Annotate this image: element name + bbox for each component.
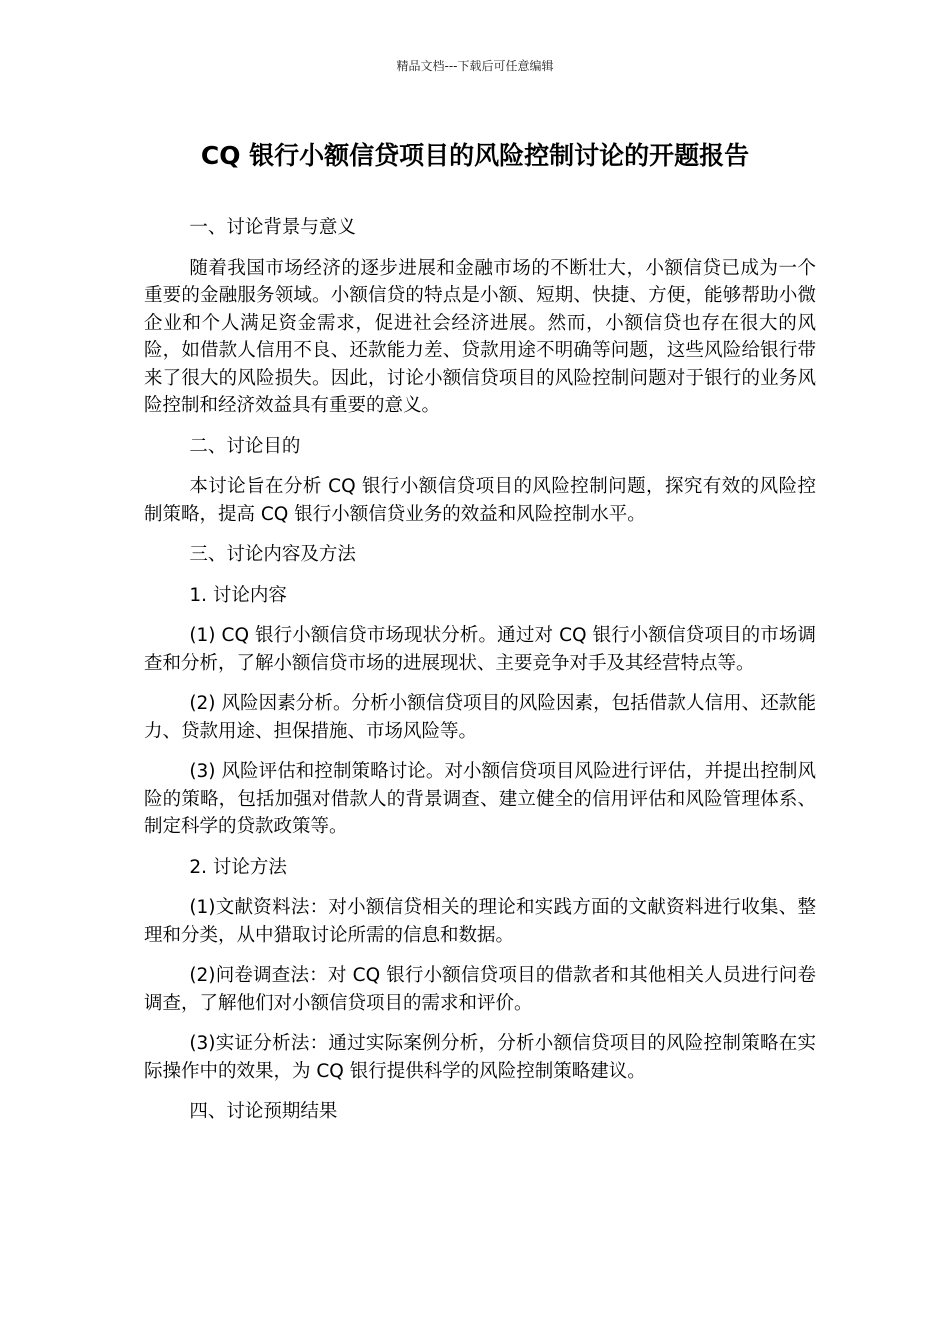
content-item-2: (2) 风险因素分析。分析小额信贷项目的风险因素，包括借款人信用、还款能力、贷款用途、担保措施、市场风险等。 [144, 693, 816, 742]
document-body [144, 214, 816, 1139]
method-item-2: (2)问卷调查法：对 CQ 银行小额信贷项目的借款者和其他相关人员进行问卷调查，了解他们对小额信贷项目的需求和评价。 [144, 965, 816, 1014]
paragraph-purpose: 本讨论旨在分析 CQ 银行小额信贷项目的风险控制问题，探究有效的风险控制策略，提高 CQ 银行小额信贷业务的效益和风险控制水平。 [144, 476, 816, 525]
method-item-1: (1)文献资料法：对小额信贷相关的理论和实践方面的文献资料进行收集、整理和分类，从中猎取讨论所需的信息和数据。 [144, 897, 816, 946]
content-item-1: (1) CQ 银行小额信贷市场现状分析。通过对 CQ 银行小额信贷项目的市场调查和分析，了解小额信贷市场的进展现状、主要竞争对手及其经营特点等。 [144, 625, 816, 674]
method-item-3: (3)实证分析法：通过实际案例分析，分析小额信贷项目的风险控制策略在实际操作中的效果，为 CQ 银行提供科学的风险控制策略建议。 [144, 1033, 816, 1082]
subheading-methods: 2. 讨论方法 [189, 856, 287, 878]
section-heading-content-methods: 三、讨论内容及方法 [189, 544, 356, 565]
content-item-3: (3) 风险评估和控制策略讨论。对小额信贷项目风险进行评估，并提出控制风险的策略，包括加强对借款人的背景调查、建立健全的信用评估和风险管理体系、制定科学的贷款政策等。 [144, 761, 816, 837]
section-heading-expected-results: 四、讨论预期结果 [189, 1101, 338, 1122]
section-heading-purpose: 二、讨论目的 [189, 435, 301, 457]
paragraph-background: 随着我国市场经济的逐步进展和金融市场的不断壮大，小额信贷已成为一个重要的金融服务领域。小额信贷的特点是小额、短期、快捷、方便，能够帮助小微企业和个人满足资金需求，促进社会经济进展。然而，小额信贷也存在很大的风险，如借款人信用不良、还款能力差、贷款用途不明确等问题，这些风险给银行带来了很大的风险损失。因此，讨论小额信贷项目的风险控制问题对于银行的业务风险控制和经济效益具有重要的意义。 [144, 257, 816, 416]
section-heading-background: 一、讨论背景与意义 [189, 217, 356, 238]
document-title: CQ 银行小额信贷项目的风险控制讨论的开题报告 [200, 141, 750, 170]
page-header-note: 精品文档---下载后可任意编辑 [396, 59, 554, 73]
subheading-content: 1. 讨论内容 [189, 584, 287, 606]
